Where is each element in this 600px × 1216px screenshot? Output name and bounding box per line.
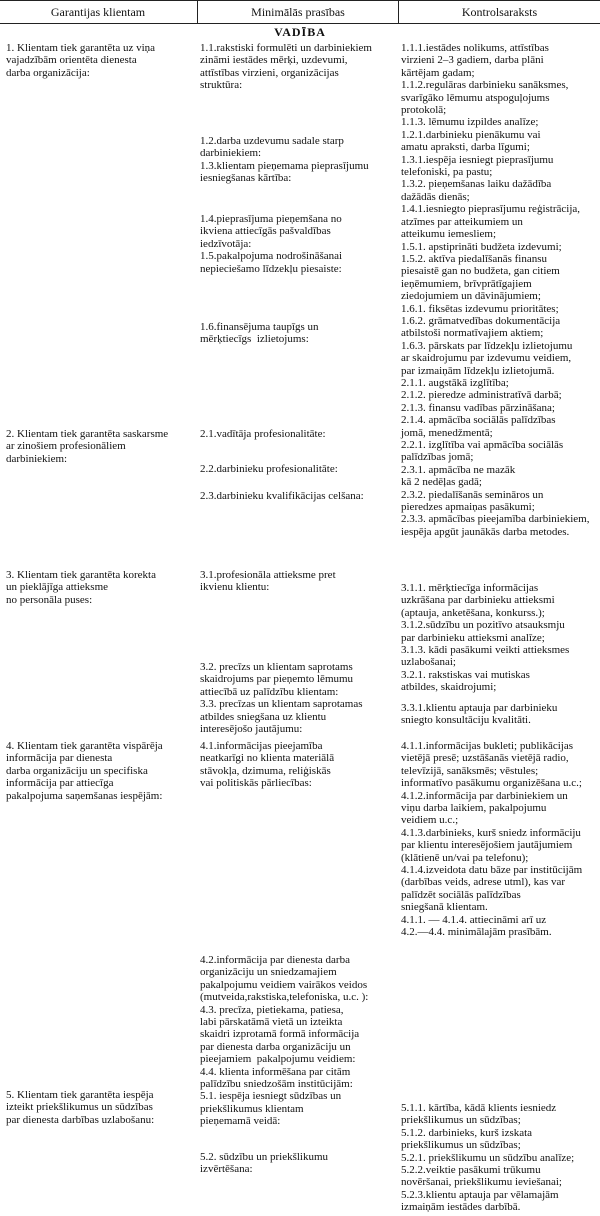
table-header [0,0,600,24]
guarantee-1: 1. Klientam tiek garantēta uz viņa vajadzībām orientēta dienesta darba organizācija: [6,42,156,79]
requirement-3-2: 3.2. precīzs un klientam saprotams skaidrojums par pieņemto lēmumu attiecībā uz palīdzību klientam: 3.3. precīzas un klientam saprotamas atbildes sniegšana uz klientu interesējošo jautājumu: [200,661,363,736]
header-col-requirements: Minimālās prasības [251,5,345,19]
requirement-5-2: 5.2. sūdzību un priekšlikumu izvērtēšana: [200,1151,329,1176]
requirement-4-2: 4.2.informācija par dienesta darba organizāciju un sniedzamajiem pakalpojumu veidiem vairākos veidos (mutveida,rakstiska,telefoniska, u.c. ): 4.3. precīza, pietiekama, patiesa, labi pārskatāmā vietā un izteikta skaidri izprotamā formā informācija par dienesta darba organizāciju un pieejamiem pakalpojumu veidiem: 4.4. klienta informēšana par citām palīdzību sniedzošām institūcijām: 5.1. iespēja iesniegt sūdzības un priekšlikumus klientam pieņemamā veidā: [200,954,369,1128]
requirement-2-3: 2.3.darbinieku kvalifikācijas celšana: [200,490,364,502]
checklist-5: 5.1.1. kārtība, kādā klients iesniedz priekšlikumus un sūdzības; 5.1.2. darbinieks, kurš izskata priekšlikumus un sūdzības; 5.2.1. priekšlikumu un sūdzību analīze; 5.2.2.veiktie pasākumi trūkumu novēršanai, priekšlikumu ieviešanai; 5.2.3.klientu aptauja par vēlamajām izmaiņām iestādes darbībā. [401,1102,575,1214]
requirement-1-1: 1.1.rakstiski formulēti un darbiniekiem zināmi iestādes mērķi, uzdevumi, attīstības virzieni, organizācijas struktūra: [200,42,372,92]
checklist-1-2: 1.1.1.iestādes nolikums, attīstības virzieni 2–3 gadiem, darba plāni kārtējam gadam; 1.1.2.regulāras darbinieku sanāksmes, svarīgāko lēmumu atspoguļojums protokolā; 1.1.3. lēmumu izpildes analīze; 1.2.1.darbinieku pienākumu vai amatu apraksti, darba līgumi; 1.3.1.iespēja iesniegt pieprasījumu telefoniski, pa pastu; 1.3.2. pieņemšanas laiku dažādība dažādās dienās; 1.4.1.iesniegto pieprasījumu reģistrācija, atzīmes par atteikumiem un atteikumu iemesliem; 1.5.1. apstiprināti budžeta izdevumi; 1.5.2. aktīva piedalīšanās finansu piesaistē gan no budžeta, gan citiem ieņēmumiem, brīvprātīgajiem ziedojumiem un dāvinājumiem; 1.6.1. fiksētas izdevumu prioritātes; 1.6.2. grāmatvedības dokumentācija atbilstoši normatīvajiem aktiem; 1.6.3. pārskats par līdzekļu izlietojumu ar skaidrojumu par izdevumu veidiem, par izmaiņām līdzekļu izlietojumā. 2.1.1. augstākā izglītība; 2.1.2. pieredze administratīvā darbā; 2.1.3. finansu vadības pārzināšana; 2.1.4. apmācība sociālās palīdzības jomā, menedžmentā; 2.2.1. izglītība vai apmācība sociālās palīdzības jomā; 2.3.1. apmācība ne mazāk kā 2 nedēļas gadā; 2.3.2. piedalīšanās semināros un pieredzes apmaiņas pasākumi; 2.3.3. apmācības pieejamība darbiniekiem, iespēja apgūt jaunākās darba metodes. [401,42,590,538]
guarantee-4: 4. Klientam tiek garantēta vispārēja informācija par dienesta darba organizāciju un specifiska informācija par attiecīga pakalpojuma saņemšanas iespējām: [6,740,163,802]
header-col-checklist: Kontrolsaraksts [461,5,538,19]
checklist-3-3: 3.3.1.klientu aptauja par darbinieku sniegto konsultāciju kvalitāti. [401,702,558,727]
header-col-guarantees: Garantijas klientam [50,5,146,19]
requirement-4-1: 4.1.informācijas pieejamība neatkarīgi no klienta materiālā stāvokļa, dzimuma, reliģiskās vai politiskās pārliecības: [200,740,335,790]
requirement-1-4: 1.4.pieprasījuma pieņemšana no ikviena attiecīgās pašvaldības iedzīvotāja: 1.5.pakalpojuma nodrošināšanai nepieciešamo līdzekļu piesaiste: [200,213,343,275]
guarantee-3: 3. Klientam tiek garantēta korekta un pieklājīga attieksme no personāla puses: [6,569,156,606]
requirement-2-1: 2.1.vadītāja profesionalitāte: [200,428,326,440]
guarantee-2: 2. Klientam tiek garantēta saskarsme ar zinošiem profesionāliem darbiniekiem: [6,428,169,465]
requirement-1-2: 1.2.darba uzdevumu sadale starp darbiniekiem: 1.3.klientam pieņemama pieprasījumu iesniegšanas kārtība: [200,135,369,185]
guarantee-5: 5. Klientam tiek garantēta iespēja izteikt priekšlikumus un sūdzības par dienesta darbības uzlabošanu: [6,1089,155,1126]
checklist-4: 4.1.1.informācijas bukleti; publikācijas vietējā presē; uzstāšanās vietējā radio, televīzijā, sanāksmēs; vēstules; informatīvo pasākumu organizēšana u.c.; 4.1.2.informācija par darbiniekiem un viņu darba laikiem, pakalpojumu veidiem u.c.; 4.1.3.darbinieks, kurš sniedz informāciju par klientu interesējošiem jautājumiem (klātienē un/vai pa telefonu); 4.1.4.izveidota datu bāze par institūcijām (darbības veids, adrese utml), kas var palīdzēt sociālās palīdzības sniegšanā klientam. 4.1.1. — 4.1.4. attiecināmi arī uz 4.2.—4.4. minimālajām prasībām. [401,740,583,939]
requirement-3-1: 3.1.profesionāla attieksme pret ikvienu klientu: [200,569,336,594]
checklist-3: 3.1.1. mērķtiecīga informācijas uzkrāšana par darbinieku attieksmi (aptauja, anketēšana, konkurss.); 3.1.2.sūdzību un pozitīvo atsauksmju par darbinieku attieksmi analīze; 3.1.3. kādi pasākumi veikti attieksmes uzlabošanai; 3.2.1. rakstiskas vai mutiskas atbildes, skaidrojumi; [401,582,570,694]
requirement-2-2: 2.2.darbinieku profesionalitāte: [200,463,338,475]
requirement-1-6: 1.6.finansējuma taupīgs un mērķtiecīgs izlietojums: [200,321,319,346]
section-title: VADĪBA [274,25,326,39]
